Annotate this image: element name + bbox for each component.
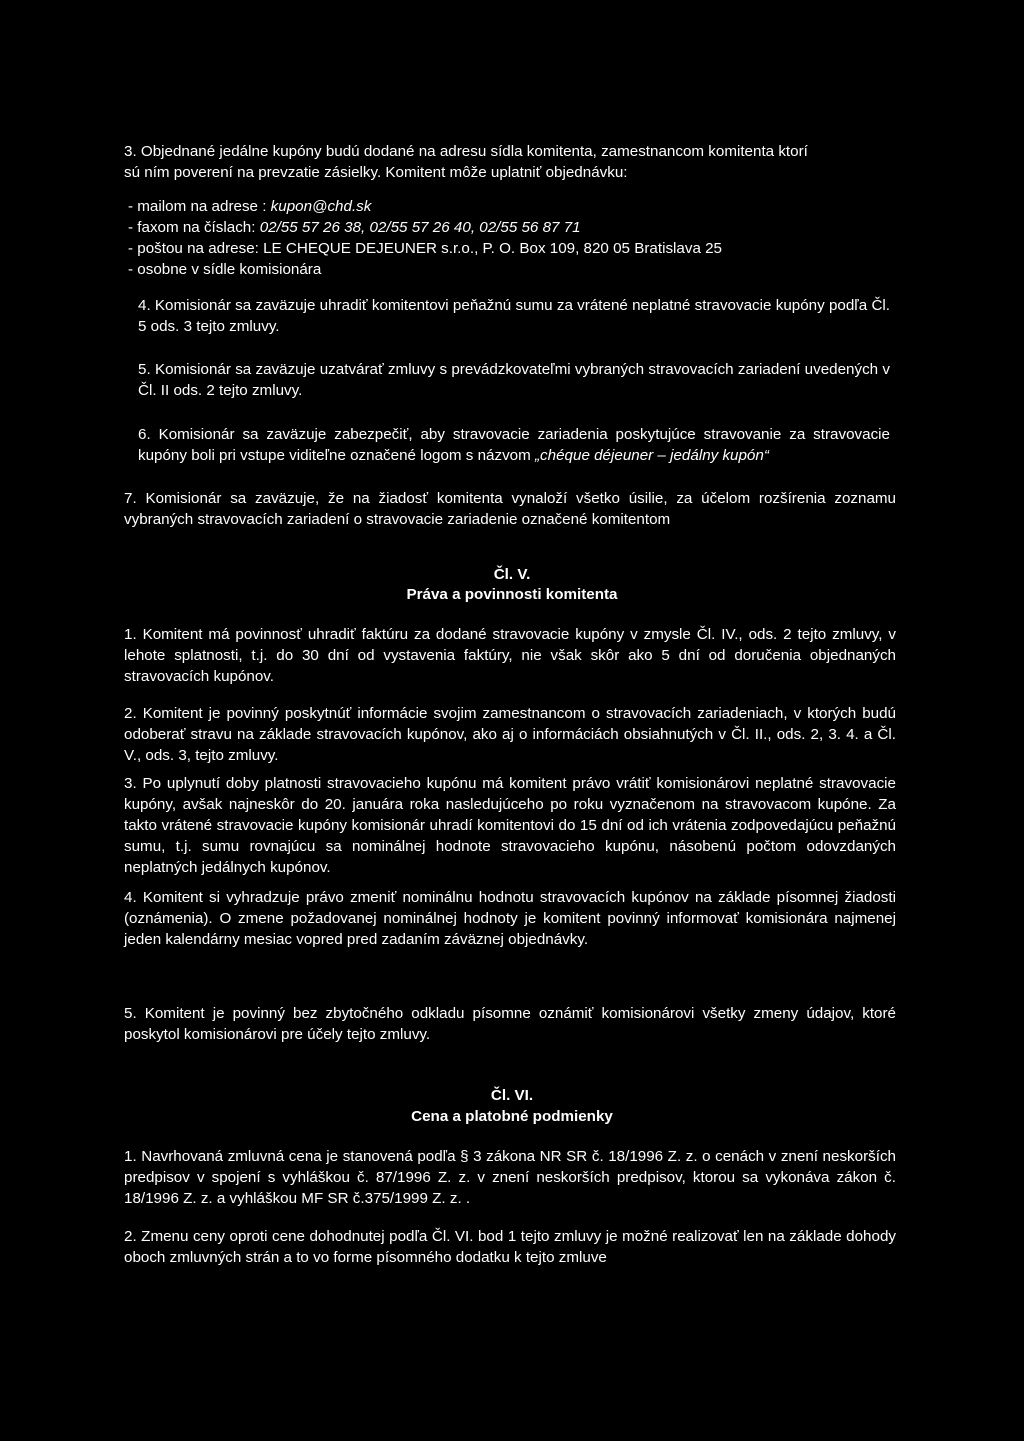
art5-paragraph-2: 2. Komitent je povinný poskytnúť informácie svojim zamestnancom o stravovacích zariadeniach, v ktorých budú odoberať stravu na základe stravovacích kupónov, ako aj o informáciách obsiahnutých v Čl. II., ods. 2, 3. 4. a Čl. V., ods. 3, tejto zmluvy. [124,705,896,764]
order-method-personal: - osobne v sídle komisionára [128,261,322,278]
fax-numbers: 02/55 57 26 38, 02/55 57 26 40, 02/55 56 87 71 [259,219,581,236]
art6-title: Cena a platobné podmienky [411,1108,613,1125]
art5-number: Čl. V. [493,566,531,583]
order-method-mail [128,196,900,217]
art5-paragraph-1: 1. Komitent má povinnosť uhradiť faktúru za dodané stravovacie kupóny v zmysle Čl. IV., ods. 2 tejto zmluvy, v lehote splatnosti, t.j. do 30 dní od vystavenia faktúry, nie však skôr ako 5 dní od doručenia objednaných stravovacích kupónov. [124,626,896,685]
art5-paragraph-5: 5. Komitent je povinný bez zbytočného odkladu písomne oznámiť komisionárovi všetky zmeny údajov, ktoré poskytol komisionárovi pre účely tejto zmluvy. [124,1005,896,1043]
art4-paragraph-4: 4. Komisionár sa zaväzuje uhradiť komitentovi peňažnú sumu za vrátené neplatné stravovacie kupóny podľa Čl. 5 ods. 3 tejto zmluvy. [138,297,890,335]
art5-paragraph-3: 3. Po uplynutí doby platnosti stravovacieho kupónu má komitent právo vrátiť komisionárovi neplatné stravovacie kupóny, avšak najneskôr do 20. januára roka nasledujúceho po roku vyznačenom na stravovacom kupóne. Za takto vrátené stravovacie kupóny komisionár uhradí komitentovi do 15 dní od ich vrátenia zodpovedajúcu peňažnú sumu, t.j. sumu rovnajúcu sa nominálnej hodnote stravovacieho kupónu, násobenú počtom odovzdaných neplatných jedálnych kupónov. [124,775,896,876]
art5-paragraph-4: 4. Komitent si vyhradzuje právo zmeniť nominálnu hodnotu stravovacích kupónov na základe písomnej žiadosti (oznámenia). O zmene požadovanej nominálnej hodnoty je komitent povinný informovať komisionára najmenej jeden kalendárny mesiac vopred pred zadaním záväznej objednávky. [124,889,896,948]
fax-prefix: - faxom na číslach: [128,219,260,236]
art6-number: Čl. VI. [490,1087,534,1104]
art6-paragraph-1: 1. Navrhovaná zmluvná cena je stanovená podľa § 3 zákona NR SR č. 18/1996 Z. z. o cenách v znení neskorších predpisov v spojení s vyhláškou č. 87/1996 Z. z. v znení neskorších predpisov, ktorou sa vykonáva zákon č. 18/1996 Z. z. a vyhláškou MF SR č.375/1999 Z. z. . [124,1148,896,1207]
art4-p6-text: 6. Komisionár sa zaväzuje zabezpečiť, aby stravovacie zariadenia poskytujúce stravovanie za stravovacie kupóny boli pri vstupe viditeľne označené logom s názvom [138,426,890,464]
art5-title: Práva a povinnosti komitenta [406,586,618,603]
order-method-post: - poštou na adrese: LE CHEQUE DEJEUNER s.r.o., P. O. Box 109, 820 05 Bratislava 25 [128,240,723,257]
art4-p3-line1: 3. Objednané jedálne kupóny budú dodané na adresu sídla komitenta, zamestnancom komitenta ktorí [124,143,808,160]
art4-paragraph-6 [138,424,890,466]
mail-address: kupon@chd.sk [270,198,372,215]
art4-p3-line2: sú ním poverení na prevzatie zásielky. Komitent môže uplatniť objednávku: [124,164,628,181]
art4-paragraph-5: 5. Komisionár sa zaväzuje uzatvárať zmluvy s prevádzkovateľmi vybraných stravovacích zariadení uvedených v Čl. II ods. 2 tejto zmluvy. [138,361,890,399]
art4-paragraph-7: 7. Komisionár sa zaväzuje, že na žiadosť komitenta vynaloží všetko úsilie, za účelom rozšírenia zoznamu vybraných stravovacích zariadení o stravovacie zariadenie označené komitentom [124,490,896,528]
order-method-fax [128,217,900,238]
order-methods-list [128,196,900,280]
art6-paragraph-2: 2. Zmenu ceny oproti cene dohodnutej podľa Čl. VI. bod 1 tejto zmluvy je možné realizovať len na základe dohody oboch zmluvných strán a to vo forme písomného dodatku k tejto zmluve [124,1228,896,1266]
art4-p6-logo-name: „chéque déjeuner – jedálny kupón“ [535,447,769,464]
mail-prefix: - mailom na adrese : [128,198,271,215]
art4-paragraph-3 [124,141,896,183]
